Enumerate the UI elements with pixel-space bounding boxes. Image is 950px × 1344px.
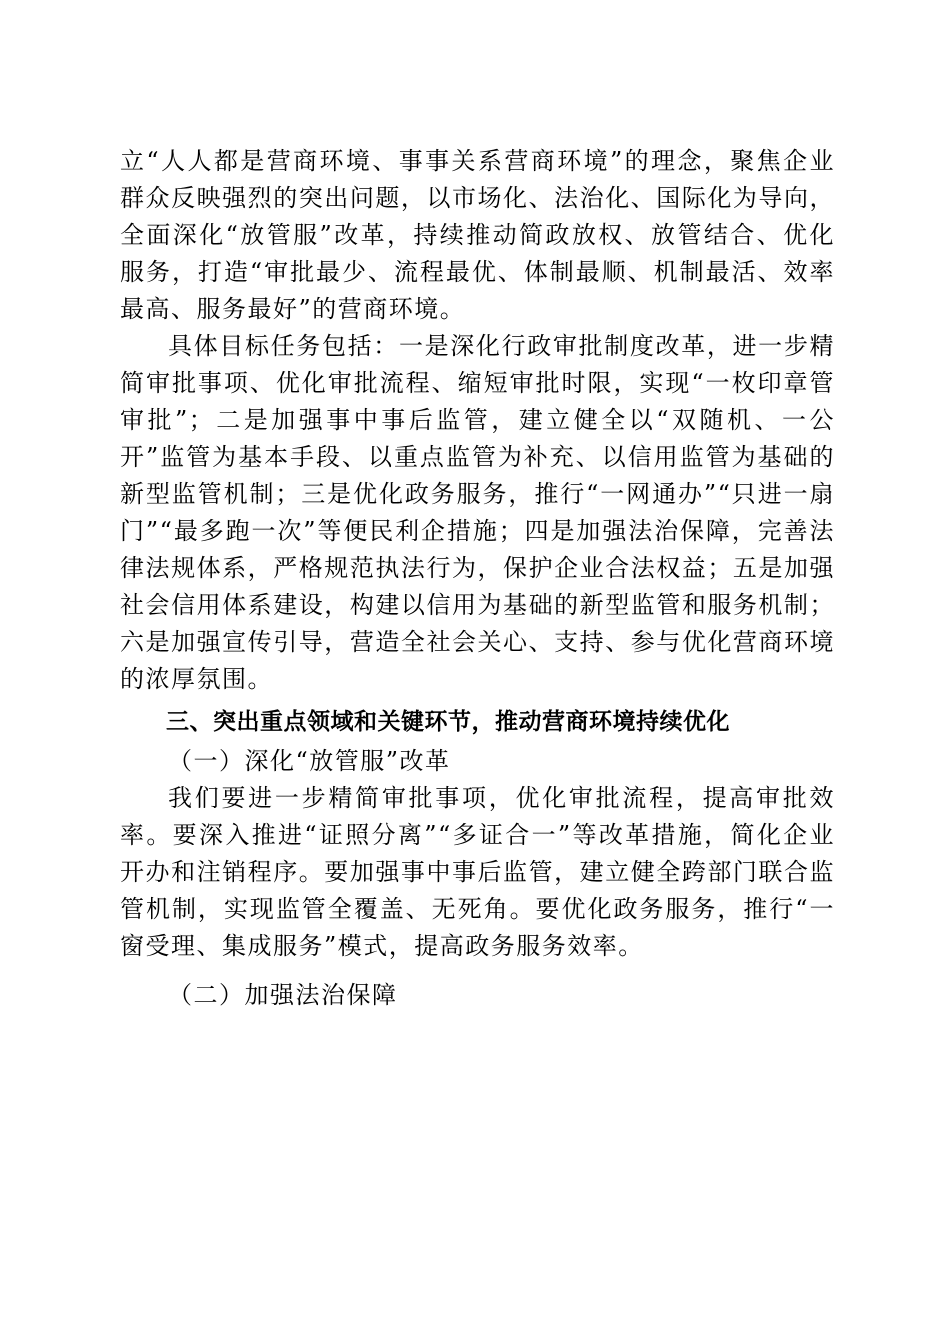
section-heading: 三、突出重点领域和关键环节，推动营商环境持续优化	[166, 709, 730, 735]
subsection-1-title: （一）深化“放管服”改革	[168, 747, 451, 775]
document-body	[120, 143, 835, 1014]
subsection-1-body: 我们要进一步精简审批事项，优化审批流程，提高审批效率。要深入推进“证照分离”“多证合一”等改革措施，简化企业开办和注销程序。要加强事中事后监管，建立健全跨部门联合监管机制，实现监管全覆盖、无死角。要优化政务服务，推行“一窗受理、集成服务”模式，提高政务服务效率。	[120, 784, 835, 960]
targets-paragraph: 具体目标任务包括：一是深化行政审批制度改革，进一步精简审批事项、优化审批流程、缩短审批时限，实现“一枚印章管审批”；二是加强事中事后监管，建立健全以“双随机、一公开”监管为基本手段、以重点监管为补充、以信用监管为基础的新型监管机制；三是优化政务服务，推行“一网通办”“只进一扇门”“最多跑一次”等便民利企措施；四是加强法治保障，完善法律法规体系，严格规范执法行为，保护企业合法权益；五是加强社会信用体系建设，构建以信用为基础的新型监管和服务机制；六是加强宣传引导，营造全社会关心、支持、参与优化营商环境的浓厚氛围。	[120, 332, 835, 693]
intro-paragraph: 立“人人都是营商环境、事事关系营商环境”的理念，聚焦企业群众反映强烈的突出问题，以市场化、法治化、国际化为导向，全面深化“放管服”改革，持续推动简政放权、放管结合、优化服务，打造“审批最少、流程最优、体制最顺、机制最活、效率最高、服务最好”的营商环境。	[120, 147, 835, 323]
subsection-2-title: （二）加强法治保障	[168, 981, 398, 1009]
